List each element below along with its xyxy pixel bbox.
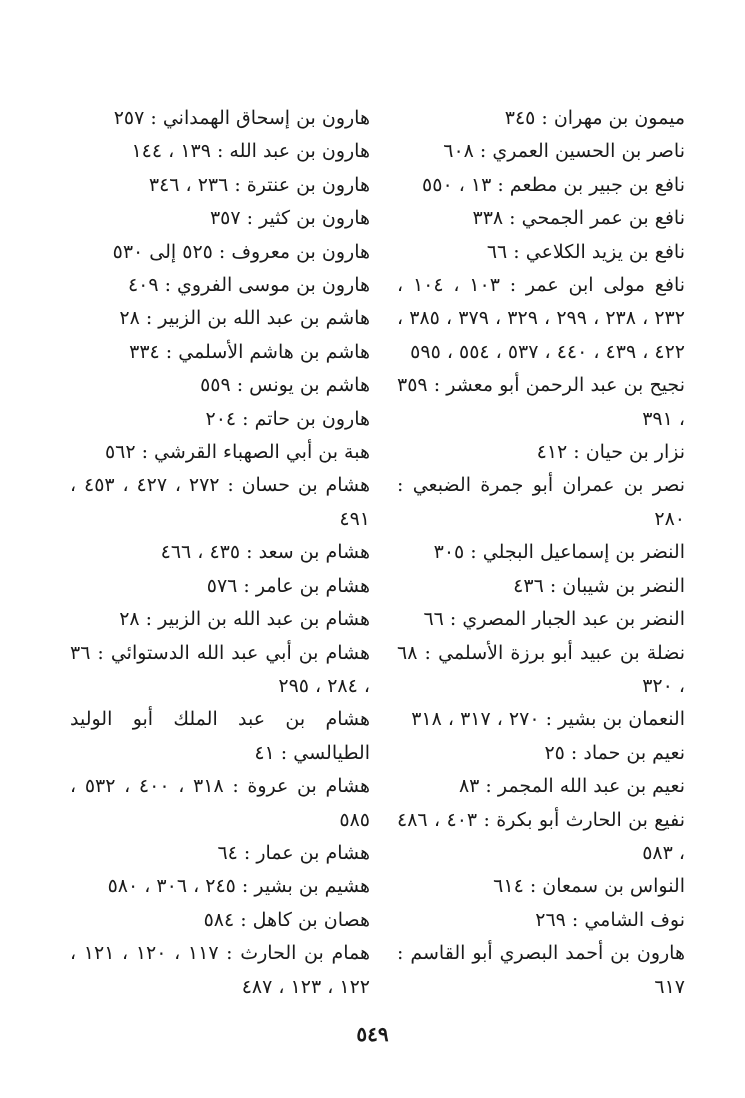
index-entry: نعيم بن حماد : ٢٥: [544, 741, 685, 764]
index-entry: نفيع بن الحارث أبو بكرة : ٤٠٣ ، ٤٨٦ ، ٥٨٣: [397, 808, 686, 864]
index-entry: هشام بن عبد الله بن الزبير : ٢٨: [119, 608, 370, 631]
index-entry: هشام بن حسان : ٢٧٢ ، ٤٢٧ ، ٤٥٣ ، ٤٩١: [70, 474, 371, 530]
page-number: ٥٤٩: [356, 1022, 389, 1046]
index-entry: هارون بن عنترة : ٢٣٦ ، ٣٤٦: [148, 173, 370, 196]
index-entry: هشام بن أبي عبد الله الدستوائي : ٣٦ ، ٢٨٤ ، ٢٩٥: [70, 641, 370, 697]
index-entry: هشيم بن بشير : ٢٤٥ ، ٣٠٦ ، ٥٨٠: [107, 875, 370, 898]
index-entry: نافع بن عمر الجمحي : ٣٣٨: [472, 207, 685, 230]
index-entry: هبة بن أبي الصهباء القرشي : ٥٦٢: [104, 441, 370, 464]
index-entry: هارون بن عبد الله : ١٣٩ ، ١٤٤: [131, 140, 370, 163]
index-entry: النضر بن إسماعيل البجلي : ٣٠٥: [433, 541, 685, 564]
index-entry: نصر بن عمران أبو جمرة الضبعي : ٢٨٠: [397, 474, 685, 530]
index-entry: النواس بن سمعان : ٦١٤: [493, 875, 685, 898]
index-entry: هارون بن إسحاق الهمداني : ٢٥٧: [113, 107, 370, 129]
index-entry: نجيح بن عبد الرحمن أبو معشر : ٣٥٩ ، ٣٩١: [397, 374, 685, 430]
index-entry: نزار بن حيان : ٤١٢: [536, 441, 685, 464]
index-entry: هشام بن عبد الملك أبو الوليد الطيالسي : ٤١: [70, 708, 370, 764]
index-column-right: [397, 102, 685, 1004]
index-entry: هارون بن كثير : ٣٥٧: [209, 207, 370, 230]
index-entry: هشام بن عروة : ٣١٨ ، ٤٠٠ ، ٥٣٢ ، ٥٨٥: [70, 775, 370, 831]
index-entry: نضلة بن عبيد أبو برزة الأسلمي : ٦٨ ، ٣٢٠: [397, 641, 685, 697]
index-entry: هاشم بن هاشم الأسلمي : ٣٣٤: [129, 340, 370, 363]
index-entry: نافع مولى ابن عمر : ١٠٣ ، ١٠٤ ، ٢٣٢ ، ٢٣٨ ، ٢٩٩ ، ٣٢٩ ، ٣٧٩ ، ٣٨٥ ، ٤٢٢ ، ٤٣٩ ، ٤٤٠ ، ٥٣٧ ، ٥٥٤ ، ٥٩٥: [397, 274, 686, 363]
index-entry: هارون بن حاتم : ٢٠٤: [205, 407, 370, 430]
index-entry: هارون بن موسى الفروي : ٤٠٩: [127, 274, 370, 297]
index-entry: نعيم بن عبد الله المجمر : ٨٣: [458, 775, 685, 798]
index-entry: هصان بن كاهل : ٥٨٤: [203, 908, 370, 931]
index-entry: هارون بن أحمد البصري أبو القاسم : ٦١٧: [397, 942, 685, 998]
index-entry: هشام بن عمار : ٦٤: [217, 841, 370, 864]
index-entry: النضر بن عبد الجبار المصري : ٦٦: [423, 608, 685, 631]
index-entry: هشام بن سعد : ٤٣٥ ، ٤٦٦: [160, 541, 370, 564]
index-entry: ميمون بن مهران : ٣٤٥: [504, 107, 685, 129]
index-entry: نافع بن يزيد الكلاعي : ٦٦: [486, 240, 685, 263]
index-entry: النضر بن شيبان : ٤٣٦: [513, 574, 685, 597]
index-column-left: [70, 102, 370, 1004]
index-entry: النعمان بن بشير : ٢٧٠ ، ٣١٧ ، ٣١٨: [411, 708, 685, 731]
index-entry: هشام بن عامر : ٥٧٦: [206, 574, 370, 597]
index-entry: ناصر بن الحسين العمري : ٦٠٨: [443, 140, 685, 163]
index-entry: نوف الشامي : ٢٦٩: [535, 908, 685, 931]
index-entry: هاشم بن عبد الله بن الزبير : ٢٨: [119, 307, 370, 330]
index-entry: نافع بن جبير بن مطعم : ١٣ ، ٥٥٠: [422, 173, 685, 196]
index-entry: هاشم بن يونس : ٥٥٩: [200, 374, 370, 397]
index-entry: همام بن الحارث : ١١٧ ، ١٢٠ ، ١٢١ ، ١٢٢ ، ١٢٣ ، ٤٨٧: [70, 942, 371, 998]
index-entry: هارون بن معروف : ٥٢٥ إلى ٥٣٠: [112, 240, 370, 263]
